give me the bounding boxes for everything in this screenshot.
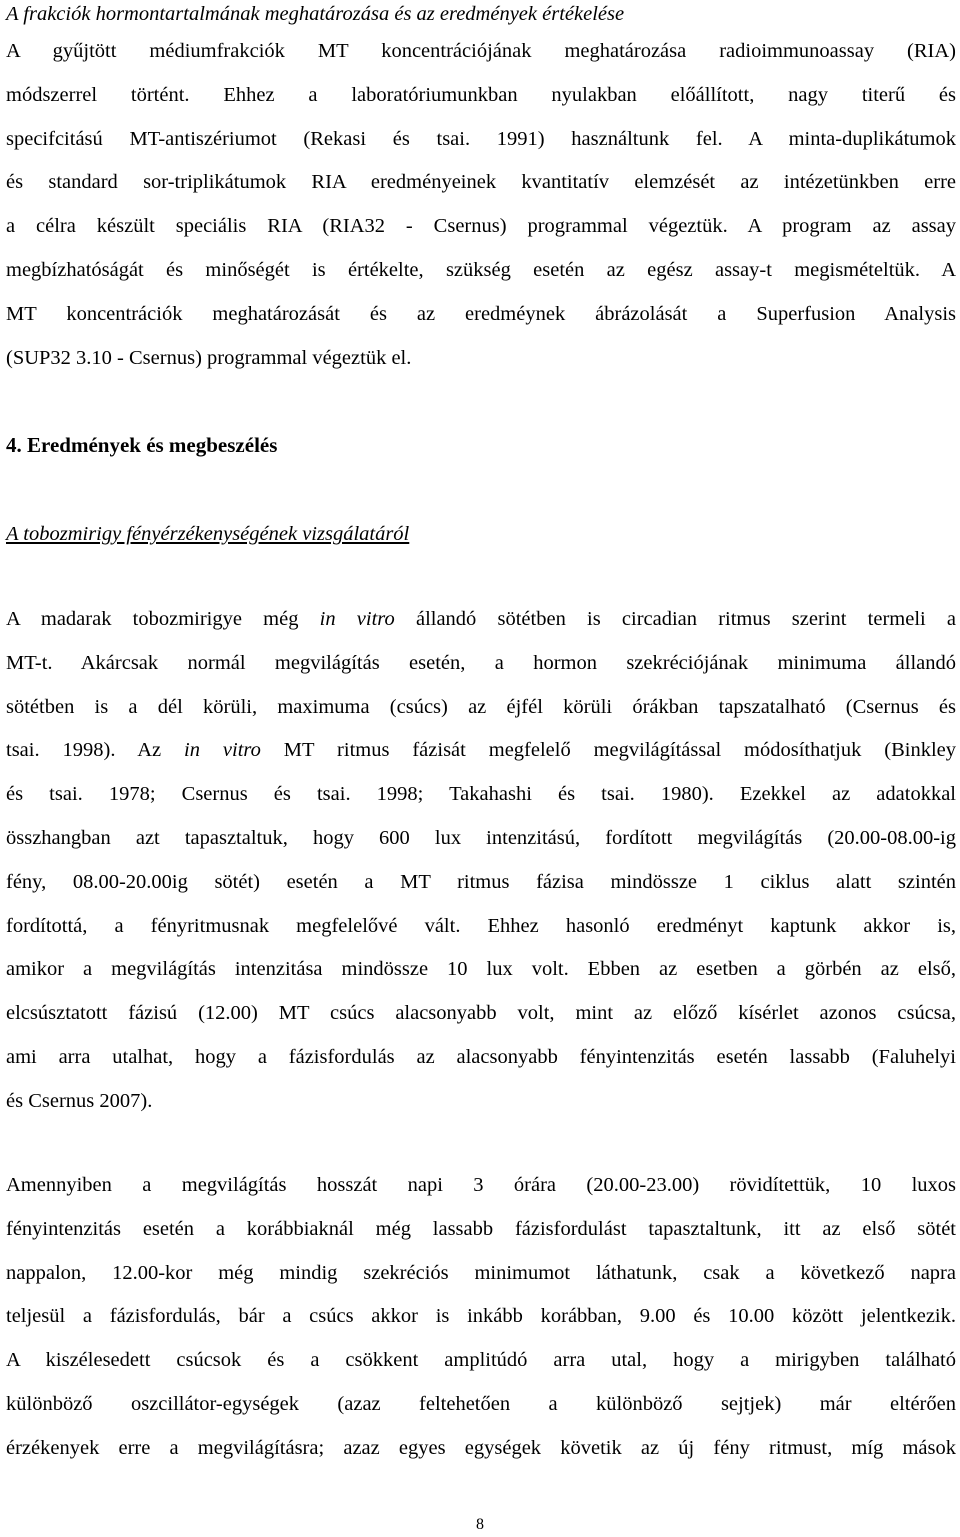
page-number: 8 (476, 1516, 484, 1533)
text-line: specifcitású MT-antiszériumot (Rekasi és tsai. 1991) használtunk fel. A minta-duplikátumok (6, 127, 956, 150)
paragraph-light-sensitivity (6, 598, 956, 1124)
text-line: különböző oszcillátor-egységek (azaz feltehetően a különböző sejtjek) már eltérően (6, 1392, 956, 1415)
text-line (6, 729, 956, 773)
text-line: elcsúsztatott fázisú (12.00) MT csúcs alacsonyabb volt, mint az előző kísérlet azonos csúcsa, (6, 1002, 956, 1025)
text-line: MT-t. Akárcsak normál megvilágítás esetén, a hormon szekréciójának minimuma állandó (6, 651, 956, 674)
section-title: 4. Eredmények és megbeszélés (6, 433, 278, 457)
text-line: fény, 08.00-20.00ig sötét) esetén a MT ritmus fázisa mindössze 1 ciklus alatt szintén (6, 870, 956, 893)
paragraph-ria-method (6, 30, 956, 380)
text-line: összhangban azt tapasztaltuk, hogy 600 lux intenzitású, fordított megvilágítás (20.00-08.00-ig (6, 826, 956, 849)
italic-term: in vitro (184, 739, 261, 762)
text-line: a célra készült speciális RIA (RIA32 - Csernus) programmal végeztük. A program az assay (6, 215, 956, 238)
text-line: megbízhatóságát és minőségét is értékelte, szükség esetén az egész assay-t megismételtük. A (6, 258, 956, 281)
text-line: sötétben is a dél körüli, maximuma (csúcs) az éjfél körüli órákban tapszatalható (Csernus és (6, 695, 956, 718)
text-segment: állandó sötétben is circadian ritmus szerint termeli a (394, 608, 957, 630)
text-line (6, 598, 956, 642)
text-line: teljesül a fázisfordulás, bár a csúcs akkor is inkább korábban, 9.00 és 10.00 között jelentkezik. (6, 1305, 956, 1328)
text-line: MT koncentrációk meghatározását és az eredméynek ábrázolását a Superfusion Analysis (6, 302, 956, 325)
text-segment: tsai. 1998). Az (6, 739, 185, 762)
text-line: A gyűjtött médiumfrakciók MT koncentrációjának meghatározása radioimmunoassay (RIA) (6, 40, 956, 62)
text-line: és tsai. 1978; Csernus és tsai. 1998; Takahashi és tsai. 1980). Ezekkel az adatokkal (6, 783, 956, 806)
text-line: Amennyiben a megvilágítás hosszát napi 3 órára (20.00-23.00) rövidítettük, 10 luxos (6, 1174, 956, 1196)
text-segment: A madarak tobozmirigye még (6, 608, 320, 630)
text-line: nappalon, 12.00-kor még mindig szekréciós minimumot láthatunk, csak a következő napra (6, 1261, 956, 1284)
text-line: és standard sor-triplikátumok RIA eredményeinek kvantitatív elemzését az intézetünkben erre (6, 171, 956, 194)
subsection-title: A tobozmirigy fényérzékenységének vizsgálatáról (6, 523, 410, 545)
text-line: módszerrel történt. Ehhez a laboratóriumunkban nyulakban előállított, nagy titerű és (6, 83, 956, 106)
text-line: és Csernus 2007). (6, 1089, 153, 1112)
text-line: (SUP32 3.10 - Csernus) programmal végeztük el. (6, 346, 412, 369)
text-line: amikor a megvilágítás intenzitása mindössze 10 lux volt. Ebben az esetben a görbén az első, (6, 958, 956, 981)
text-segment: MT ritmus fázisát megfelelő megvilágítással módosíthatjuk (Binkley (260, 739, 956, 762)
text-line: A kiszélesedett csúcsok és a csökkent amplitúdó arra utal, hogy a mirigyben található (6, 1349, 956, 1372)
text-line: fényintenzitás esetén a korábbiaknál még lassabb fázisfordulást tapasztaltunk, itt az első sötét (6, 1217, 956, 1240)
italic-term: in vitro (319, 608, 395, 630)
paragraph-short-light (6, 1164, 956, 1471)
text-line: érzékenyek erre a megvilágításra; azaz egyes egységek követik az új fény ritmust, míg mások (6, 1436, 956, 1459)
top-heading: A frakciók hormontartalmának meghatározása és az eredmények értékelése (6, 3, 625, 25)
text-line: ami arra utalhat, hogy a fázisfordulás az alacsonyabb fényintenzitás esetén lassabb (Faluhelyi (6, 1045, 956, 1068)
text-line: fordítottá, a fényritmusnak megfelelővé vált. Ehhez hasonló eredményt kaptunk akkor is, (6, 914, 956, 937)
